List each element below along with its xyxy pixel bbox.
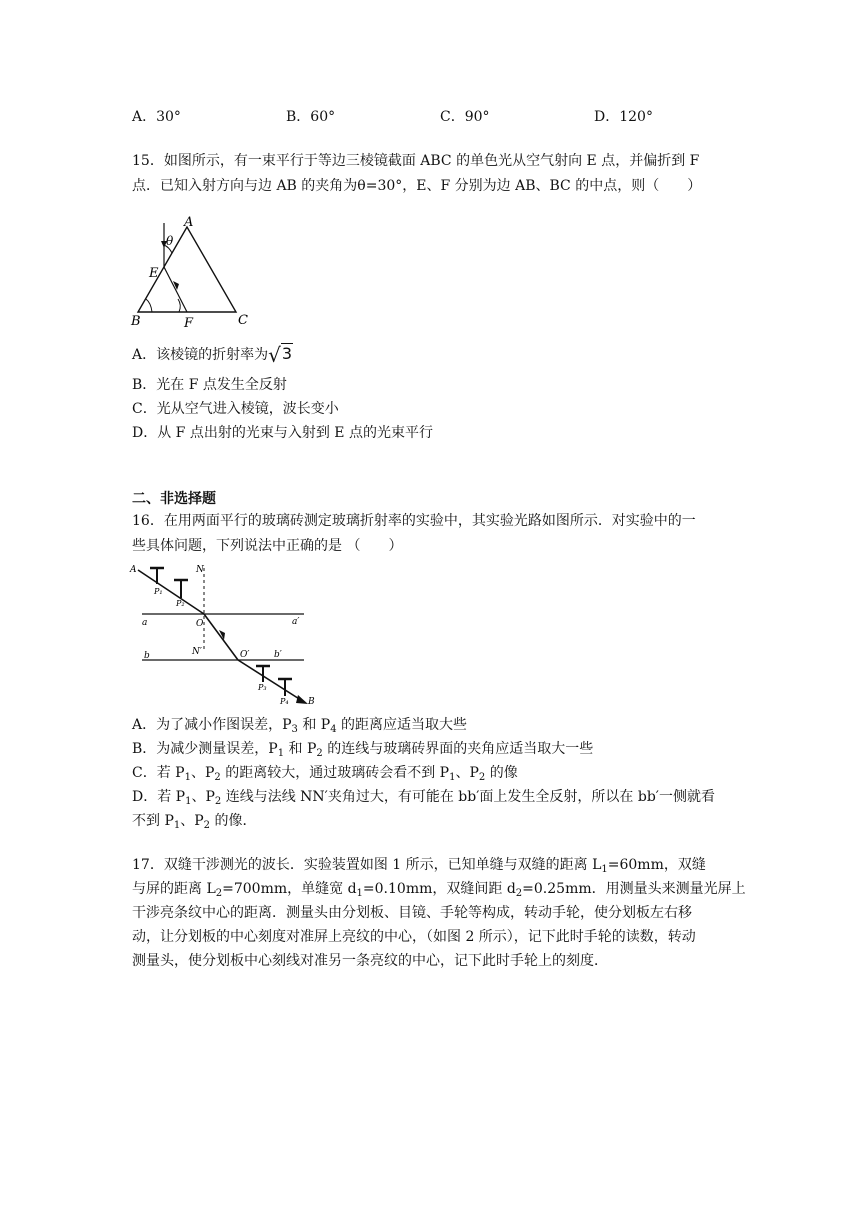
label-a-point: A <box>130 565 137 575</box>
q14-option-b: B．60° <box>286 109 336 125</box>
text: 、P <box>180 813 204 829</box>
label-p1: P₁ <box>154 587 163 596</box>
text: 和 P <box>297 717 331 733</box>
refracted-ray <box>164 267 187 312</box>
angle-b-arc <box>146 299 152 312</box>
text: 的连线与玻璃砖界面的夹角应适当取大一些 <box>322 741 594 757</box>
pin-p1 <box>150 568 164 584</box>
q14-option-d: D．120° <box>594 109 653 125</box>
q15-option-d: D．从 F 点出射的光束与入射到 E 点的光束平行 <box>132 425 433 441</box>
subscript: 1 <box>601 864 608 875</box>
label-a-prime: a′ <box>292 617 300 627</box>
text: 和 P <box>284 741 317 757</box>
text: 、P <box>455 765 479 781</box>
q14-option-c: C．90° <box>440 109 490 125</box>
subscript: 1 <box>173 820 181 831</box>
subscript: 2 <box>214 772 221 783</box>
text: B．为减少测量误差，P <box>132 741 278 757</box>
label-b-side: b <box>144 651 150 661</box>
q17-line2 <box>132 879 746 899</box>
q16-stem-line1: 16．在用两面平行的玻璃砖测定玻璃折射率的实验中，其实验光路如图所示．对实验中的一 <box>132 513 696 529</box>
subscript: 1 <box>185 796 192 807</box>
label-b-prime: b′ <box>274 650 282 660</box>
text: 与屏的距离 L <box>132 881 216 897</box>
q17-line5: 测量头，使分划板中心刻线对准另一条亮纹的中心，记下此时手轮上的刻度． <box>132 953 608 969</box>
prism-figure <box>128 215 258 333</box>
label-a-side: a <box>142 618 148 628</box>
label-f: F <box>184 316 194 331</box>
subscript: 2 <box>215 888 223 899</box>
label-o: O <box>196 619 204 629</box>
subscript: 2 <box>478 772 486 783</box>
label-b-point: B <box>308 697 315 707</box>
text: 的像． <box>210 813 257 829</box>
label-c: C <box>238 313 248 328</box>
text: C．若 P <box>132 765 185 781</box>
subscript: 2 <box>316 748 323 759</box>
text: =700mm，单缝宽 d <box>222 881 357 897</box>
q17-line4: 动，让分划板的中心刻度对准屏上亮纹的中心，（如图 2 所示），记下此时手轮的读数，转动 <box>132 929 696 945</box>
text: 17．双缝干涉测光的波长．实验装置如图 1 所示，已知单缝与双缝的距离 L <box>132 857 602 873</box>
q16-stem-line2: 些具体问题，下列说法中正确的是 （ ） <box>132 538 403 554</box>
subscript: 1 <box>449 772 456 783</box>
text: 不到 P <box>132 813 174 829</box>
subscript: 1 <box>184 772 191 783</box>
q14-option-a: A．30° <box>132 109 181 125</box>
label-n-prime: N′ <box>192 647 202 657</box>
q15-option-b: B．光在 F 点发生全反射 <box>132 377 287 393</box>
text: D．若 P <box>132 789 186 805</box>
sqrt-radicand: 3 <box>281 344 293 363</box>
label-b: B <box>131 314 141 329</box>
text: 的距离应适当取大些 <box>336 717 468 733</box>
text: 连线与法线 NN′夹角过大，有可能在 bb′面上发生全反射，所以在 bb′一侧就看 <box>221 789 715 805</box>
text: =0.25mm．用测量头来测量光屏上 <box>522 881 746 897</box>
label-e: E <box>149 266 159 281</box>
q16-option-b <box>132 739 593 759</box>
q16-option-d-line1 <box>132 787 715 807</box>
q17-line1 <box>132 855 706 875</box>
text: 的像 <box>485 765 518 781</box>
label-o-prime: O′ <box>240 650 250 660</box>
label-p4: P₄ <box>280 697 289 706</box>
q16-option-a <box>132 715 467 735</box>
q16-option-d-line2 <box>132 811 257 831</box>
label-p3: P₃ <box>258 683 267 692</box>
q15-option-a-text: A．该棱镜的折射率为 <box>132 347 269 363</box>
text: 、P <box>190 765 215 781</box>
angle-f-arc <box>178 299 180 312</box>
sqrt-symbol: √ <box>268 343 281 367</box>
ray-ao <box>138 570 204 614</box>
text: A．为了减小作图误差，P <box>132 717 292 733</box>
label-a: A <box>184 215 194 230</box>
subscript: 2 <box>214 796 222 807</box>
ray-arrow-end <box>296 695 308 704</box>
subscript: 2 <box>515 888 523 899</box>
subscript: 2 <box>203 820 211 831</box>
subscript: 1 <box>356 888 363 899</box>
text: 、P <box>191 789 215 805</box>
subscript: 1 <box>277 748 285 759</box>
glass-slab-figure <box>128 562 318 708</box>
text: 的距离较大，通过玻璃砖会看不到 P <box>220 765 450 781</box>
q17-line3: 干涉亮条纹中心的距离．测量头由分划板、目镜、手轮等构成，转动手轮，使分划板左右移 <box>132 905 692 921</box>
q15-option-a <box>132 344 293 365</box>
section-title: 二、非选择题 <box>132 491 216 507</box>
label-p2: P₂ <box>176 599 185 608</box>
q16-option-c <box>132 763 518 783</box>
ray-oo <box>204 614 238 660</box>
text: =60mm，双缝 <box>607 857 706 873</box>
q15-stem-line2: 点．已知入射方向与边 AB 的夹角为θ=30°，E、F 分别为边 AB、BC 的中点，则（ ） <box>132 178 702 194</box>
subscript: 3 <box>291 724 298 735</box>
q15-option-c: C．光从空气进入棱镜，波长变小 <box>132 401 339 417</box>
label-n: N <box>196 565 204 575</box>
q15-stem-line1: 15．如图所示，有一束平行于等边三棱镜截面 ABC 的单色光从空气射向 E 点，并偏折到 F <box>132 153 700 169</box>
ray-ob <box>238 660 304 702</box>
label-theta: θ <box>166 234 174 248</box>
text: =0.10mm，双缝间距 d <box>362 881 516 897</box>
subscript: 4 <box>330 724 337 735</box>
